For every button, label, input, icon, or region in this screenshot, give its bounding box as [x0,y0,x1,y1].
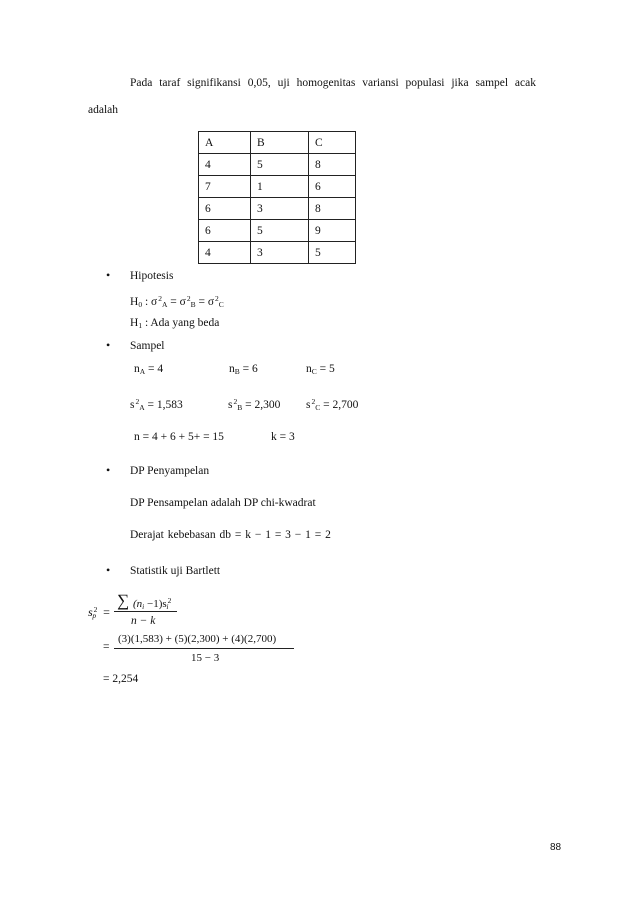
table-header-cell: B [251,132,309,154]
heading-dp: DP Penyampelan [130,465,210,477]
table-cell: 1 [251,176,309,198]
step2-denominator: 15 − 3 [191,652,220,664]
table-cell: 6 [199,198,251,220]
intro-line-1: Pada taraf signifikansi 0,05, uji homogenitas variansi populasi jika sampel acak [130,77,536,89]
h0-sup-b: 2 [186,294,191,303]
table-cell: 6 [199,220,251,242]
s2A-value: 1,583 [156,399,183,411]
bullet-dot-icon: • [106,268,111,282]
sample-nA: $n_A = 4$ [134,363,164,376]
h0-eq-2: = σ [195,296,215,308]
hypothesis-h0 [130,294,224,309]
dp-line-2: Derajat kebebasan db = k − 1 = 3 − 1 = 2 [130,529,331,541]
fraction-bar [114,648,294,649]
sample-s2C: $s^2_C = 2,700$ [306,397,359,412]
table-row [199,242,356,264]
heading-hipotesis: Hipotesis [130,270,174,282]
bullet-dot-icon: • [106,463,111,477]
data-table [198,131,356,264]
formula-result: = 2,254 [103,673,139,685]
table-row [199,198,356,220]
intro-line-2: adalah [88,104,119,116]
heading-statistik: Statistik uji Bartlett [130,565,221,577]
formula-numerator: $(n_i -1)s^2_i$ [133,596,172,611]
table-row [199,176,356,198]
table-header-cell: C [309,132,356,154]
sample-s2A: $s^2_A = 1,583$ [130,397,183,412]
h0-eq-1: = σ [167,296,186,308]
table-cell: 5 [309,242,356,264]
table-cell: 3 [251,198,309,220]
hypothesis-h1 [130,317,219,330]
heading-sampel: Sampel [130,340,165,352]
formula-lhs: $s^2_p$ = [88,605,110,620]
h0-subscript: 0 [138,300,143,309]
bullet-dot-icon: • [106,338,111,352]
sample-nC: $n_C = 5$ [306,363,335,376]
sample-k: k = 3 [271,431,295,443]
step2-equals: = [103,641,110,653]
s2C-value: 2,700 [332,399,359,411]
table-cell: 6 [309,176,356,198]
h1-subscript: 1 [138,321,143,330]
sample-n-total: n = 4 + 6 + 5+ = 15 [134,431,224,443]
sample-s2B: $s^2_B = 2,300$ [228,397,281,412]
step2-numerator: (3)(1,583) + (5)(2,300) + (4)(2,700) [118,633,277,645]
formula-denominator: n − k [131,615,156,627]
table-cell: 9 [309,220,356,242]
table-cell: 7 [199,176,251,198]
table-cell: 8 [309,154,356,176]
h0-sup-c: 2 [215,294,219,303]
table-row [199,154,356,176]
h1-letter: H [130,317,139,329]
table-cell: 3 [251,242,309,264]
h0-sub-b: B [190,300,196,309]
page-number: 88 [550,842,562,853]
nC-value: 5 [329,363,335,375]
h0-sup-a: 2 [158,294,162,303]
h0-colon-sigma: : σ [142,296,158,308]
table-header-cell: A [199,132,251,154]
table-header-row [199,132,356,154]
table-cell: 4 [199,242,251,264]
nA-value: 4 [157,363,164,375]
s2B-value: 2,300 [254,399,281,411]
fraction-bar [114,611,177,612]
h1-text: : Ada yang beda [142,317,220,329]
nB-value: 6 [252,363,258,375]
formula-sigma: ∑ [117,591,130,610]
h0-letter: H [130,296,139,308]
table-cell: 4 [199,154,251,176]
h0-sub-a: A [161,300,168,309]
dp-line-1: DP Pensampelan adalah DP chi-kwadrat [130,497,316,509]
h0-sub-c: C [218,300,224,309]
bullet-dot-icon: • [106,563,111,577]
table-cell: 5 [251,220,309,242]
table-cell: 8 [309,198,356,220]
table-row [199,220,356,242]
table-cell: 5 [251,154,309,176]
sample-nB: $n_B = 6$ [229,363,258,376]
